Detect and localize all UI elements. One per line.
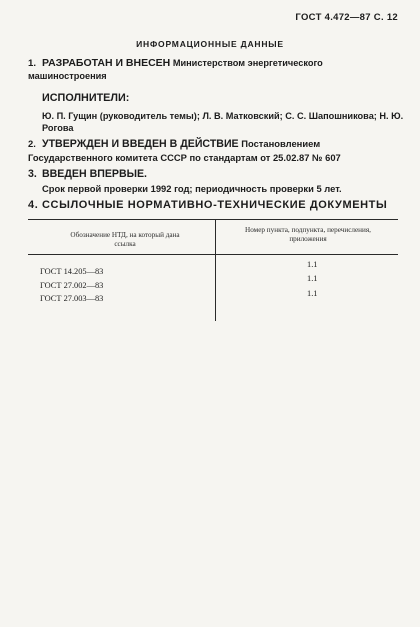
table-row-3-doc: ГОСТ 27.003—83 xyxy=(40,294,104,303)
page-header: ГОСТ 4.472—87 С. 12 xyxy=(295,12,398,23)
table-header-rule xyxy=(28,254,398,255)
section-3-caption: ВВЕДЕН ВПЕРВЫЕ. xyxy=(42,168,148,180)
section-1-text: Министерством энергетического машиностроения xyxy=(28,58,323,81)
table-row-2-doc: ГОСТ 27.002—83 xyxy=(40,281,104,290)
section-3-text: Срок первой проверки 1992 год; периодичность проверки 5 лет. xyxy=(42,183,342,194)
table-column-divider xyxy=(215,219,216,321)
section-4 xyxy=(28,199,387,211)
section-2 xyxy=(28,137,398,164)
info-title: ИНФОРМАЦИОННЫЕ ДАННЫЕ xyxy=(136,39,284,49)
section-2-text: Постановлением Государственного комитета СССР по стандартам от 25.02.87 № 607 xyxy=(28,138,341,163)
section-1 xyxy=(28,57,398,83)
section-1-number: 1. xyxy=(28,58,37,69)
table-row-3-item: 1.1 xyxy=(307,289,318,298)
table-row-2-item: 1.1 xyxy=(307,274,318,283)
section-4-caption: ССЫЛОЧНЫЕ НОРМАТИВНО-ТЕХНИЧЕСКИЕ ДОКУМЕНТЫ xyxy=(42,199,388,211)
table-header-item: Номер пункта, подпункта, перечисления, приложения xyxy=(245,226,371,243)
performers-title: ИСПОЛНИТЕЛИ: xyxy=(42,92,130,104)
table-header-doc: Обозначение НТД, на который дана ссылка xyxy=(70,231,180,248)
table-top-rule xyxy=(28,219,398,220)
section-4-number: 4. xyxy=(28,199,39,211)
section-1-caption: РАЗРАБОТАН И ВНЕСЕН xyxy=(42,57,171,69)
table-row-1-item: 1.1 xyxy=(307,260,318,269)
section-3-number: 3. xyxy=(28,168,37,180)
table-row-1-doc: ГОСТ 14.205—83 xyxy=(40,267,104,276)
performers-text: Ю. П. Гущин (руководитель темы); Л. В. Матковский; С. С. Шапошникова; Н. Ю. Рогова xyxy=(42,111,404,133)
section-2-number: 2. xyxy=(28,138,36,149)
section-3 xyxy=(28,168,147,180)
section-2-caption: УТВЕРЖДЕН И ВВЕДЕН В ДЕЙСТВИЕ xyxy=(42,138,239,150)
